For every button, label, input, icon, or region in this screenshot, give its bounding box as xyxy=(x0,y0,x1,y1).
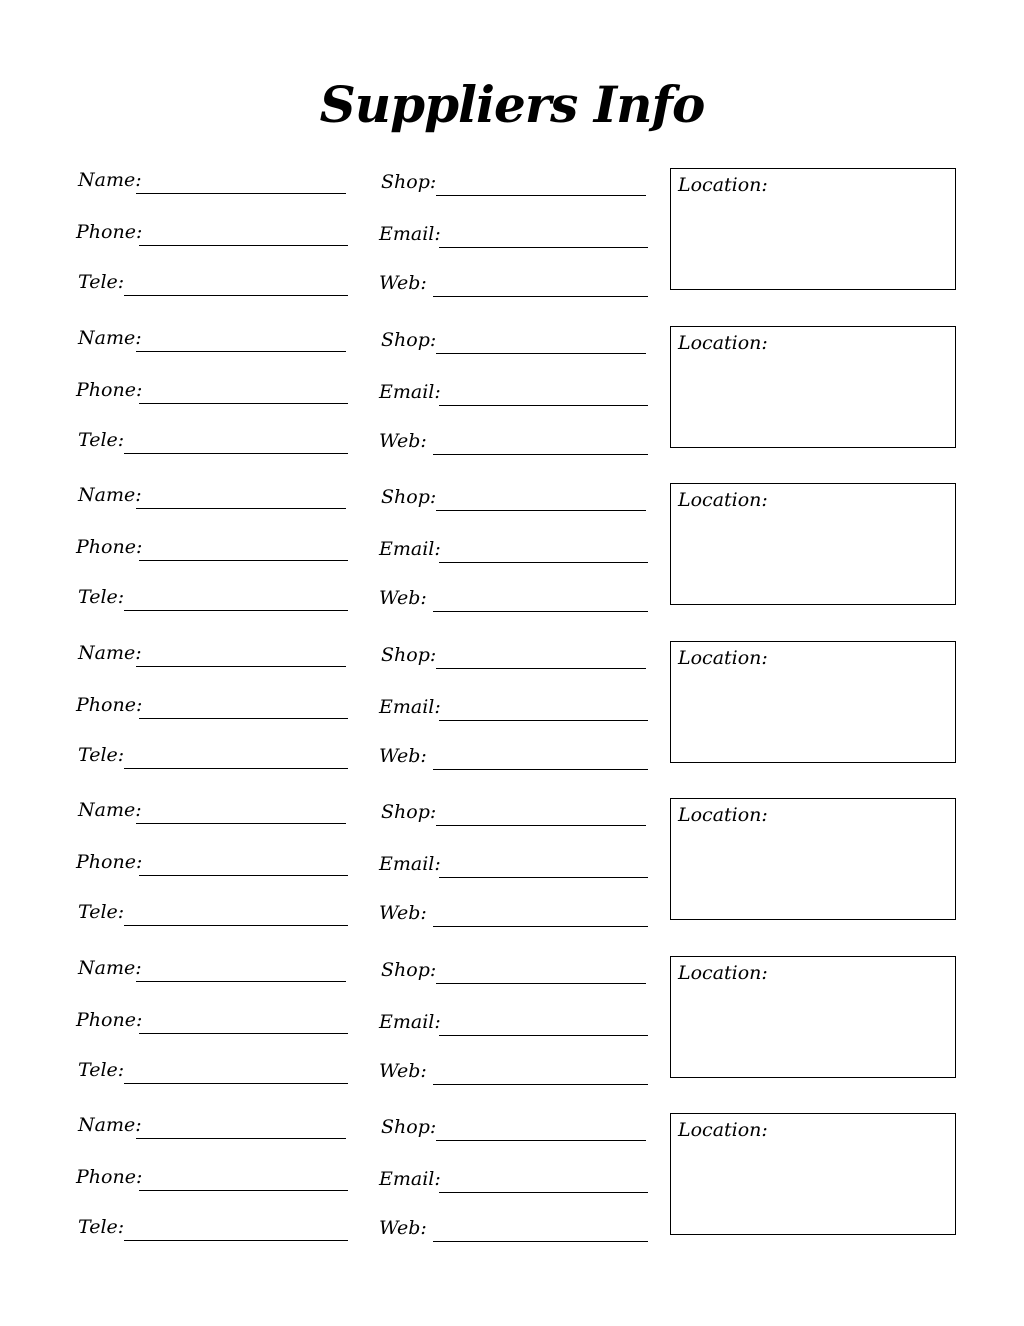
name-label: Name: xyxy=(78,326,142,349)
email-field[interactable] xyxy=(379,852,651,878)
tele-field[interactable] xyxy=(78,1058,350,1084)
tele-line[interactable] xyxy=(124,610,348,611)
web-label: Web: xyxy=(379,902,427,924)
location-label: Location: xyxy=(678,961,768,984)
shop-field[interactable] xyxy=(381,643,649,669)
email-field[interactable] xyxy=(379,222,651,248)
shop-line[interactable] xyxy=(436,1140,646,1141)
location-box[interactable] xyxy=(670,956,956,1078)
shop-line[interactable] xyxy=(436,983,646,984)
email-field[interactable] xyxy=(379,695,651,721)
phone-field[interactable] xyxy=(76,693,350,719)
phone-field[interactable] xyxy=(76,1008,350,1034)
supplier-entry-3 xyxy=(0,483,1024,613)
web-label: Web: xyxy=(379,1217,427,1239)
tele-label: Tele: xyxy=(78,743,125,766)
email-field[interactable] xyxy=(379,1010,651,1036)
location-box[interactable] xyxy=(670,641,956,763)
location-box[interactable] xyxy=(670,798,956,920)
tele-field[interactable] xyxy=(78,743,350,769)
web-field[interactable] xyxy=(379,586,651,612)
tele-field[interactable] xyxy=(78,270,350,296)
name-label: Name: xyxy=(78,1114,142,1136)
tele-field[interactable] xyxy=(78,1215,350,1241)
tele-label: Tele: xyxy=(78,428,125,451)
shop-field[interactable] xyxy=(381,485,649,511)
tele-label: Tele: xyxy=(78,586,125,608)
phone-line[interactable] xyxy=(139,403,348,404)
email-line[interactable] xyxy=(439,1035,648,1036)
shop-field[interactable] xyxy=(381,170,649,196)
name-field[interactable] xyxy=(78,326,348,352)
email-line[interactable] xyxy=(439,405,648,406)
name-label: Name: xyxy=(78,484,142,506)
location-box[interactable] xyxy=(670,168,956,290)
web-field[interactable] xyxy=(379,271,651,297)
email-label: Email: xyxy=(379,695,441,718)
name-line[interactable] xyxy=(136,193,346,194)
web-line[interactable] xyxy=(433,926,648,927)
email-line[interactable] xyxy=(439,562,648,563)
shop-label: Shop: xyxy=(381,1116,437,1138)
location-label: Location: xyxy=(678,489,768,511)
email-line[interactable] xyxy=(439,247,648,248)
phone-line[interactable] xyxy=(139,560,348,561)
supplier-entry-7 xyxy=(0,1113,1024,1243)
shop-line[interactable] xyxy=(436,825,646,826)
tele-field[interactable] xyxy=(78,900,350,926)
phone-field[interactable] xyxy=(76,850,350,876)
shop-label: Shop: xyxy=(381,171,437,193)
web-field[interactable] xyxy=(379,744,651,770)
phone-label: Phone: xyxy=(76,851,143,873)
web-label: Web: xyxy=(379,1059,427,1082)
email-label: Email: xyxy=(379,1010,441,1033)
name-line[interactable] xyxy=(136,508,346,509)
supplier-entry-1 xyxy=(0,168,1024,298)
shop-field[interactable] xyxy=(381,1115,649,1141)
location-label: Location: xyxy=(678,1119,768,1141)
shop-line[interactable] xyxy=(436,195,646,196)
shop-label: Shop: xyxy=(381,486,437,508)
web-line[interactable] xyxy=(433,1241,648,1242)
web-field[interactable] xyxy=(379,1216,651,1242)
email-line[interactable] xyxy=(439,877,648,878)
tele-line[interactable] xyxy=(124,925,348,926)
web-label: Web: xyxy=(379,272,427,294)
phone-label: Phone: xyxy=(76,693,143,716)
email-field[interactable] xyxy=(379,537,651,563)
shop-label: Shop: xyxy=(381,643,437,666)
tele-line[interactable] xyxy=(124,768,348,769)
location-label: Location: xyxy=(678,331,768,354)
name-line[interactable] xyxy=(136,351,346,352)
tele-label: Tele: xyxy=(78,901,125,923)
shop-line[interactable] xyxy=(436,353,646,354)
phone-field[interactable] xyxy=(76,1165,350,1191)
page-title: Suppliers Info xyxy=(319,75,705,134)
location-box[interactable] xyxy=(670,1113,956,1235)
tele-line[interactable] xyxy=(124,1083,348,1084)
phone-field[interactable] xyxy=(76,535,350,561)
phone-line[interactable] xyxy=(139,245,348,246)
location-label: Location: xyxy=(678,804,768,826)
name-field[interactable] xyxy=(78,956,348,982)
web-line[interactable] xyxy=(433,611,648,612)
email-field[interactable] xyxy=(379,380,651,406)
tele-field[interactable] xyxy=(78,585,350,611)
name-field[interactable] xyxy=(78,641,348,667)
phone-label: Phone: xyxy=(76,1008,143,1031)
web-line[interactable] xyxy=(433,1084,648,1085)
name-label: Name: xyxy=(78,956,142,979)
web-label: Web: xyxy=(379,429,427,452)
name-line[interactable] xyxy=(136,666,346,667)
shop-label: Shop: xyxy=(381,801,437,823)
email-label: Email: xyxy=(379,538,441,560)
name-line[interactable] xyxy=(136,981,346,982)
email-field[interactable] xyxy=(379,1167,651,1193)
tele-field[interactable] xyxy=(78,428,350,454)
phone-line[interactable] xyxy=(139,718,348,719)
shop-field[interactable] xyxy=(381,328,649,354)
tele-line[interactable] xyxy=(124,453,348,454)
phone-label: Phone: xyxy=(76,1166,143,1188)
location-box[interactable] xyxy=(670,326,956,448)
shop-field[interactable] xyxy=(381,958,649,984)
web-line[interactable] xyxy=(433,296,648,297)
name-label: Name: xyxy=(78,641,142,664)
tele-line[interactable] xyxy=(124,295,348,296)
shop-label: Shop: xyxy=(381,958,437,981)
web-field[interactable] xyxy=(379,429,651,455)
shop-line[interactable] xyxy=(436,668,646,669)
email-label: Email: xyxy=(379,853,441,875)
name-field[interactable] xyxy=(78,168,348,194)
phone-label: Phone: xyxy=(76,378,143,401)
email-label: Email: xyxy=(379,223,441,245)
email-line[interactable] xyxy=(439,720,648,721)
name-label: Name: xyxy=(78,799,142,821)
phone-label: Phone: xyxy=(76,536,143,558)
supplier-entry-4 xyxy=(0,641,1024,771)
phone-line[interactable] xyxy=(139,875,348,876)
name-field[interactable] xyxy=(78,1113,348,1139)
tele-label: Tele: xyxy=(78,271,125,293)
web-line[interactable] xyxy=(433,769,648,770)
phone-line[interactable] xyxy=(139,1190,348,1191)
shop-label: Shop: xyxy=(381,328,437,351)
tele-label: Tele: xyxy=(78,1216,125,1238)
tele-line[interactable] xyxy=(124,1240,348,1241)
web-field[interactable] xyxy=(379,1059,651,1085)
phone-field[interactable] xyxy=(76,220,350,246)
shop-line[interactable] xyxy=(436,510,646,511)
tele-label: Tele: xyxy=(78,1058,125,1081)
phone-field[interactable] xyxy=(76,378,350,404)
name-label: Name: xyxy=(78,169,142,191)
phone-line[interactable] xyxy=(139,1033,348,1034)
web-label: Web: xyxy=(379,587,427,609)
supplier-entry-2 xyxy=(0,326,1024,456)
name-field[interactable] xyxy=(78,798,348,824)
web-field[interactable] xyxy=(379,901,651,927)
web-line[interactable] xyxy=(433,454,648,455)
web-label: Web: xyxy=(379,744,427,767)
email-label: Email: xyxy=(379,380,441,403)
name-line[interactable] xyxy=(136,1138,346,1139)
location-label: Location: xyxy=(678,646,768,669)
email-line[interactable] xyxy=(439,1192,648,1193)
shop-field[interactable] xyxy=(381,800,649,826)
phone-label: Phone: xyxy=(76,221,143,243)
supplier-entry-5 xyxy=(0,798,1024,928)
location-label: Location: xyxy=(678,174,768,196)
email-label: Email: xyxy=(379,1168,441,1190)
name-line[interactable] xyxy=(136,823,346,824)
supplier-entry-6 xyxy=(0,956,1024,1086)
location-box[interactable] xyxy=(670,483,956,605)
name-field[interactable] xyxy=(78,483,348,509)
